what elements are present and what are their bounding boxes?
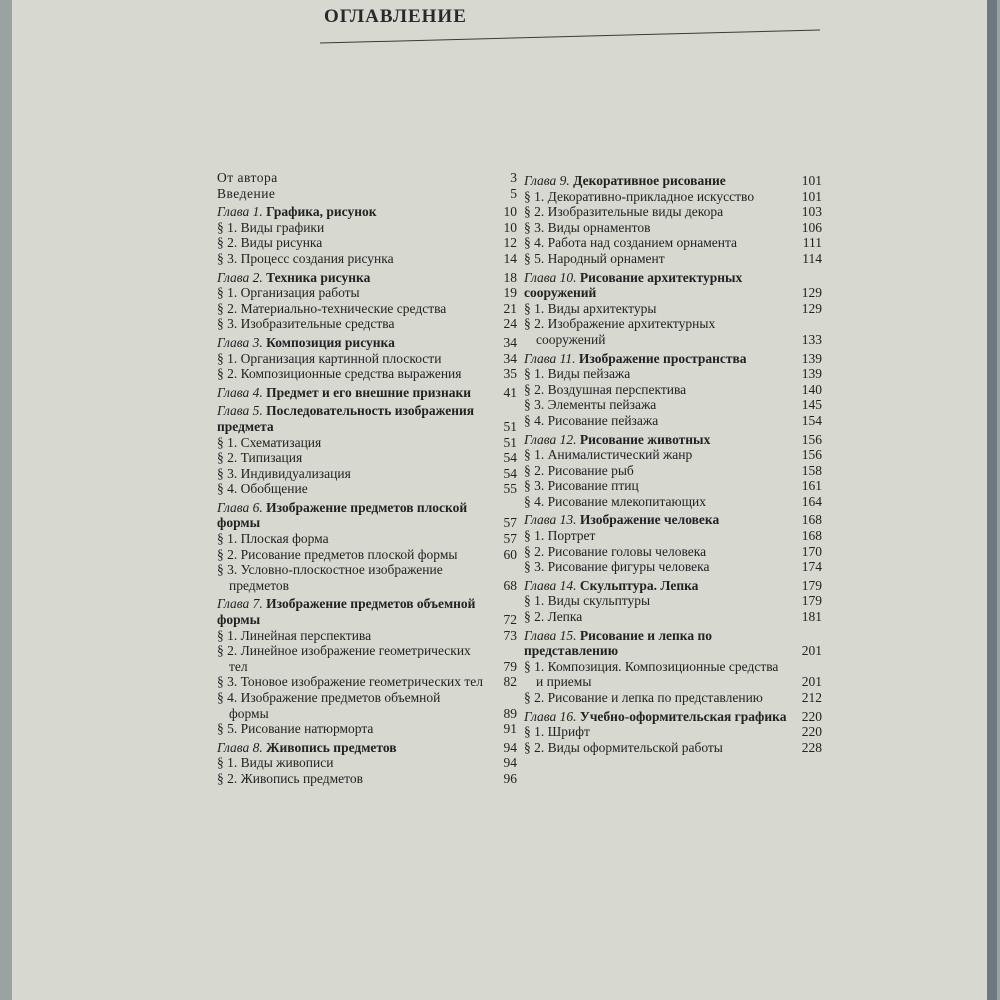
toc-section-entry [524,251,822,267]
page-number: 14 [503,250,517,266]
page-number: 103 [801,204,822,220]
chapter-title: Предмет и его внешние признаки [266,384,472,400]
chapter-number: Глава 11. [524,350,576,366]
toc-entry-title [524,628,788,659]
toc-section-entry [524,740,822,756]
toc-section-entry [524,220,822,236]
toc-entry-title: § 1. Виды архитектуры [524,300,657,316]
toc-entry-title: § 1. Композиция. Композиционные средства и приемы [524,658,779,690]
toc-entry-title: § 2. Рисование головы человека [524,543,707,559]
toc-section-entry [524,204,822,220]
toc-entry-title [217,500,483,531]
toc-entry-title: § 4. Рисование пейзажа [524,412,659,428]
page-number: 133 [801,331,822,347]
toc-section-entry [524,494,822,510]
page-number: 161 [801,478,822,494]
chapter-title: Рисование и лепка по представлению [524,627,713,659]
toc-entry-title: § 4. Рисование млекопитающих [524,493,706,509]
toc-entry-title [524,173,788,189]
toc-chapter-entry [524,512,822,528]
toc-chapter-entry [217,270,517,286]
toc-entry-title: § 3. Рисование фигуры человека [524,559,710,575]
chapter-number: Глава 12. [524,431,577,447]
toc-entry-title: § 2. Типизация [217,450,303,466]
page-number: 5 [510,185,517,201]
page-number: 55 [503,481,517,497]
toc-entry-title: § 3. Изобразительные средства [217,316,395,332]
toc-entry-title: § 1. Декоративно-прикладное искусство [524,188,755,204]
toc-entry-title: § 2. Виды рисунка [217,235,323,251]
toc-entry-title: § 2. Рисование предметов плоской формы [217,546,458,562]
toc-entry-title [524,578,788,594]
page-number: 111 [802,235,822,251]
toc-entry-title: § 2. Лепка [524,609,583,625]
page-number: 168 [801,512,822,528]
toc-entry-title: § 3. Условно-плоскостное изображение предметов [217,562,443,593]
page-number: 79 [503,658,517,674]
toc-entry-title: § 3. Индивидуализация [217,465,351,481]
toc-section-entry [217,220,517,236]
chapter-number: Глава 13. [524,512,577,528]
toc-section-entry [524,593,822,609]
toc-entry-title [217,403,483,434]
toc-entry-title: § 1. Виды скульптуры [524,593,651,609]
toc-entry-title: § 4. Обобщение [217,481,308,497]
toc-entry-title: § 2. Живопись предметов [217,770,363,786]
chapter-number: Глава 10. [524,269,577,285]
chapter-title: Изображение пространства [578,350,747,366]
toc-chapter-entry [217,385,517,401]
page-number: 220 [801,708,822,724]
page-number: 18 [503,269,517,285]
chapter-number: Глава 5. [217,403,263,419]
toc-entry-title [217,335,483,351]
toc-entry-title: § 5. Народный орнамент [524,250,665,266]
toc-entry-title: § 4. Работа над созданием орнамента [524,235,738,251]
toc-entry-title: § 2. Изображение архитектурных сооружений [524,316,716,347]
toc-entry-title: § 2. Материально-технические средства [217,300,447,316]
toc-entry-title [524,270,788,301]
toc-section-entry [524,528,822,544]
toc-chapter-entry [217,596,517,627]
page-number: 91 [503,721,517,737]
toc-section-entry [217,316,517,332]
chapter-title: Скульптура. Лепка [579,577,699,593]
toc-section-entry [524,559,822,575]
toc-section-entry [217,251,517,267]
chapter-number: Глава 16. [524,708,577,724]
toc-entry-title: § 1. Анималистический жанр [524,447,693,463]
chapter-title: Композиция рисунка [266,334,395,350]
toc-entry-title: § 3. Процесс создания рисунка [217,250,394,266]
toc-section-entry [217,366,517,382]
toc-entry-title: § 1. Плоская форма [217,531,329,547]
toc-entry-title: § 1. Портрет [524,528,596,544]
toc-section-entry [217,531,517,547]
chapter-title: Изображение предметов плоской формы [217,499,468,531]
toc-entry-title [524,351,788,367]
page-number: 154 [801,412,822,428]
page-number: 34 [503,350,517,366]
toc-entry-title: § 1. Виды графики [217,219,325,235]
toc-section-entry [524,397,822,413]
page-number: 139 [801,366,822,382]
toc-section-entry [524,301,822,317]
toc-section-entry [217,628,517,644]
toc-entry-title: § 1. Организация работы [217,285,360,301]
page-number: 82 [503,674,517,690]
toc-entry-title: § 2. Изобразительные виды декора [524,204,724,220]
page-number: 212 [801,690,822,705]
toc-section-entry [217,547,517,563]
toc-entry-title: § 1. Виды живописи [217,755,334,771]
toc-chapter-entry [524,578,822,594]
page-number: 129 [801,300,822,316]
page-number: 41 [503,384,517,400]
toc-section-entry [217,435,517,451]
toc-section-entry [524,724,822,740]
toc-chapter-entry [217,740,517,756]
page-title: ОГЛАВЛЕНИЕ [324,6,467,27]
toc-entry-title: § 3. Тоновое изображение геометрических тел [217,674,484,690]
chapter-title: Техника рисунка [266,269,371,285]
page-number: 106 [801,219,822,235]
toc-entry-title: § 2. Воздушная перспектива [524,381,687,397]
page-number: 158 [801,462,822,478]
toc-entry-title: § 2. Рисование рыб [524,462,634,478]
page-number: 101 [801,173,822,188]
page-number: 21 [503,300,517,316]
toc-section-entry [524,366,822,382]
page-number: 19 [503,285,517,301]
toc-chapter-entry [524,173,822,189]
page-number: 54 [503,450,517,466]
chapter-number: Глава 4. [217,384,263,400]
chapter-title: Декоративное рисование [573,173,726,188]
page-number: 201 [801,643,822,659]
toc-section-entry [217,674,517,690]
toc-chapter-entry [217,403,517,434]
toc-section-entry [217,755,517,771]
chapter-number: Глава 7. [217,596,263,612]
toc-entry-title: § 3. Элементы пейзажа [524,397,657,413]
page-number: 72 [503,612,517,628]
toc-section-entry [217,690,517,721]
page-number: 114 [802,250,822,266]
toc-section-entry [524,478,822,494]
chapter-title: Изображение предметов объемной формы [217,596,476,628]
page-number: 156 [801,431,822,447]
chapter-number: Глава 3. [217,334,263,350]
toc-section-entry [524,659,822,690]
page-number: 94 [503,739,517,755]
toc-section-entry [217,450,517,466]
page-number: 139 [801,350,822,366]
page-number: 228 [801,739,822,755]
page-number: 220 [801,724,822,740]
toc-entry [217,186,517,202]
toc-section-entry [217,721,517,737]
page-number: 3 [510,170,517,185]
page-number: 51 [503,418,517,434]
chapter-number: Глава 2. [217,269,263,285]
toc-entry-title: § 5. Рисование натюрморта [217,721,374,737]
toc-entry-title: § 2. Виды оформительской работы [524,739,723,755]
toc-section-entry [524,463,822,479]
toc-entry-title [217,385,483,401]
toc-section-entry [524,413,822,429]
chapter-title: Рисование животных [579,431,711,447]
toc-entry-title: § 3. Рисование птиц [524,478,639,494]
toc-left-column [217,170,517,787]
page-number: 129 [801,285,822,301]
page-number: 10 [503,204,517,220]
chapter-number: Глава 6. [217,499,263,515]
toc-entry [217,170,517,186]
chapter-number: Глава 9. [524,173,570,188]
toc-chapter-entry [524,628,822,659]
toc-section-entry [217,562,517,593]
toc-entry-title: § 2. Линейное изображение геометрических тел [217,643,471,674]
page-number: 57 [503,531,517,547]
toc-entry-title [524,709,788,725]
chapter-number: Глава 15. [524,627,577,643]
toc-section-entry [524,544,822,560]
toc-entry-title [524,432,788,448]
page-number: 54 [503,465,517,481]
chapter-title: Живопись предметов [266,739,397,755]
chapter-title: Рисование архитектурных сооружений [524,269,743,301]
toc-chapter-entry [217,204,517,220]
toc-entry-title: От автора [217,170,278,185]
page-number: 181 [801,609,822,625]
toc-right-column [524,170,822,755]
toc-section-entry [217,301,517,317]
chapter-number: Глава 1. [217,204,263,220]
toc-chapter-entry [524,351,822,367]
page-number: 168 [801,528,822,544]
toc-entry-title: § 1. Виды пейзажа [524,366,631,382]
toc-chapter-entry [524,270,822,301]
toc-section-entry [217,481,517,497]
toc-section-entry [524,316,822,347]
toc-chapter-entry [217,500,517,531]
book-spine [987,0,997,1000]
chapter-number: Глава 8. [217,739,263,755]
toc-chapter-entry [524,432,822,448]
toc-section-entry [217,771,517,787]
toc-section-entry [524,235,822,251]
page-number: 174 [801,559,822,575]
page-number: 60 [503,546,517,562]
toc-entry-title: Введение [217,185,276,201]
chapter-number: Глава 14. [524,577,577,593]
page-number: 51 [503,434,517,450]
toc-entry-title: § 2. Рисование и лепка по представлению [524,690,763,705]
page-number: 89 [503,705,517,721]
page-number: 201 [801,674,822,690]
chapter-title: Изображение человека [579,512,720,528]
toc-entry-title [217,270,483,286]
toc-entry-title: § 1. Шрифт [524,724,590,740]
toc-entry-title: § 4. Изображение предметов объемной формы [217,690,441,721]
toc-entry-title [524,512,788,528]
toc-chapter-entry [524,709,822,725]
toc-chapter-entry [217,335,517,351]
page-number: 24 [503,316,517,332]
chapter-title: Графика, рисунок [266,204,377,220]
toc-entry-title: § 1. Организация картинной плоскости [217,350,442,366]
toc-section-entry [217,285,517,301]
toc-entry-title: § 3. Виды орнаментов [524,219,651,235]
toc-section-entry [524,690,822,706]
toc-section-entry [217,235,517,251]
page-number: 68 [503,577,517,593]
toc-section-entry [217,643,517,674]
toc-entry-title: § 1. Линейная перспектива [217,627,372,643]
page-number: 156 [801,447,822,463]
page-number: 96 [503,770,517,786]
page-number: 179 [801,577,822,593]
page-number: 101 [801,188,822,204]
toc-section-entry [524,609,822,625]
toc-entry-title: § 2. Композиционные средства выражения [217,366,462,382]
page-number: 10 [503,219,517,235]
page-number: 73 [503,627,517,643]
chapter-title: Учебно-оформительская графика [579,708,787,724]
page-number: 57 [503,515,517,531]
chapter-title: Последовательность изображения предмета [217,403,475,434]
toc-section-entry [524,189,822,205]
toc-entry-title [217,740,483,756]
page-number: 179 [801,593,822,609]
toc-entry-title: § 1. Схематизация [217,434,322,450]
page-number: 164 [801,493,822,509]
toc-section-entry [524,447,822,463]
page-number: 94 [503,755,517,771]
toc-entry-title [217,204,483,220]
page-number: 35 [503,366,517,382]
toc-section-entry [217,466,517,482]
page-number: 34 [503,334,517,350]
toc-entry-title [217,596,483,627]
toc-section-entry [217,351,517,367]
page-number: 12 [503,235,517,251]
page-number: 145 [801,397,822,413]
book-page [12,0,997,1000]
page-number: 170 [801,543,822,559]
page-number: 140 [801,381,822,397]
toc-section-entry [524,382,822,398]
